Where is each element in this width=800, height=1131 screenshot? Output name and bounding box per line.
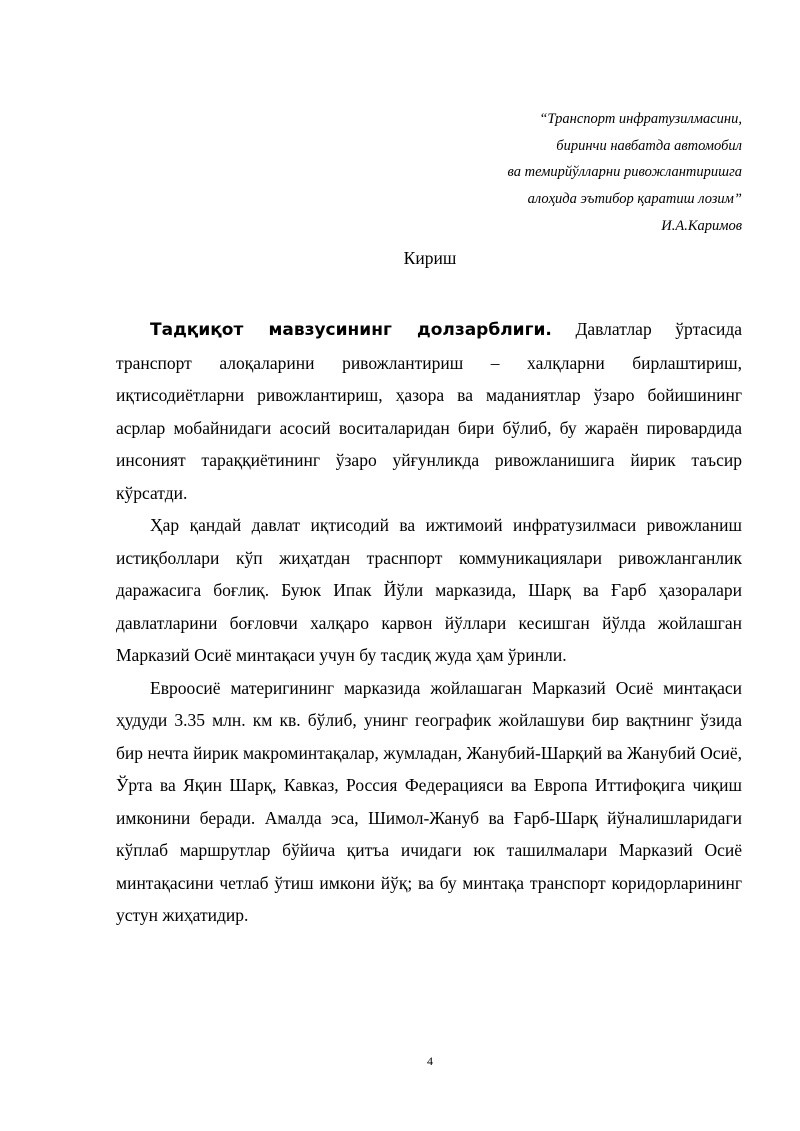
paragraph (116, 313, 742, 509)
epigraph-line: ва темирйўлларни ривожлантиришга (507, 164, 742, 181)
document-body (116, 313, 742, 932)
epigraph-line: биринчи навбатда автомобил (556, 137, 742, 154)
epigraph (508, 106, 742, 240)
paragraph: Евроосиё материгининг марказида жойлашаган Марказий Осиё минтақаси ҳудуди 3.35 млн. км кв. бўлиб, унинг географик жойлашуви бир вақтнинг ўзида бир нечта йирик макроминтақалар, жумладан, Жанубий-Шарқий ва Жанубий Осиё, Ўрта ва Яқин Шарқ, Кавказ, Россия Федерацияси ва Европа Иттифоқига чиқиш имконини беради. Амалда эса, Шимол-Жануб ва Ғарб-Шарқ йўналишларидаги кўплаб маршрутлар бўйича қитъа ичидаги юк ташилмалари Марказий Осиё минтақасини четлаб ўтиш имкони йўқ; ва бу минтақа транспорт коридорларининг устун жиҳатидир. (116, 677, 742, 925)
epigraph-line: алоҳида эътибор қаратиш лозим” (527, 191, 742, 208)
epigraph-line: “Транспорт инфратузилмасини, (539, 111, 742, 127)
section-title: Кириш (403, 248, 457, 268)
paragraph-text: Давлатлар ўртасида транспорт алоқаларини ривожлантириш – халқларни бирлаштириш, иқтисодиётларни ривожлантириш, ҳазора ва маданиятлар ўзаро бойишининг асрлар мобайнидаги асосий воситаларидан бири бўлиб, бу жараён пировардида инсоният тараққиётининг ўзаро уйғунликда ривожланишига йирик таъсир кўрсатди. (116, 319, 743, 503)
paragraph-lead: Тадқиқот мавзусининг долзарблиги. (150, 320, 552, 340)
epigraph-author: И.А.Каримов (661, 217, 742, 234)
page-number: 4 (427, 1054, 433, 1068)
paragraph: Ҳар қандай давлат иқтисодий ва ижтимоий инфратузилмаси ривожланиш истиқболлари кўп жиҳатдан траснпорт коммуникациялари ривожланганлик даражасига боғлиқ. Буюк Ипак Йўли марказида, Шарқ ва Ғарб ҳазоралари давлатларини боғловчи халқаро карвон йўллари кесишган йўлда жойлашган Марказий Осиё минтақаси учун бу тасдиқ жуда ҳам ўринли. (116, 515, 742, 665)
